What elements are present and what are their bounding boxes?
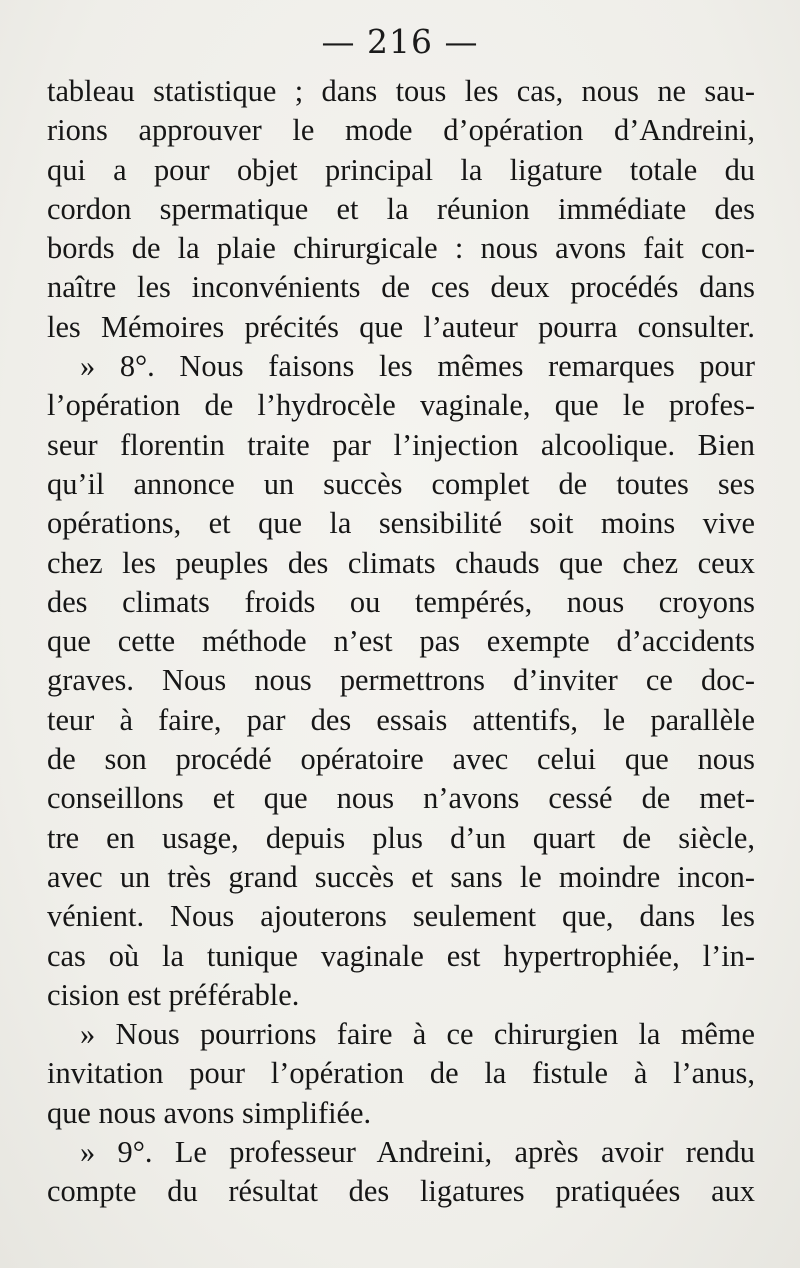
text-line: tableau statistique ; dans tous les cas, nous ne sau- bbox=[47, 74, 755, 108]
page-body-text bbox=[47, 72, 755, 1212]
text-line: que cette méthode n’est pas exempte d’accidents bbox=[47, 624, 755, 659]
text-line: vénient. Nous ajouterons seulement que, dans les bbox=[47, 899, 755, 934]
text-line: conseillons et que nous n’avons cessé de met- bbox=[47, 781, 755, 816]
paragraph-last-line: cision est préférable. bbox=[47, 977, 300, 1012]
paragraph-first-line: » Nous pourrions faire à ce chirurgien la même bbox=[80, 1017, 755, 1052]
page-number: — 216 — bbox=[321, 22, 479, 61]
paragraph-last-line: que nous avons simplifiée. bbox=[47, 1095, 372, 1130]
text-line: cordon spermatique et la réunion immédiate des bbox=[47, 191, 755, 226]
text-line: graves. Nous nous permettrons d’inviter ce doc- bbox=[47, 663, 755, 698]
text-line: teur à faire, par des essais attentifs, le parallèle bbox=[47, 702, 755, 737]
text-line: qui a pour objet principal la ligature totale du bbox=[47, 152, 755, 187]
text-line: cas où la tunique vaginale est hypertrophiée, l’in- bbox=[47, 938, 755, 973]
text-line: des climats froids ou tempérés, nous croyons bbox=[47, 584, 755, 619]
text-line: tre en usage, depuis plus d’un quart de siècle, bbox=[47, 820, 755, 855]
text-line: avec un très grand succès et sans le moindre incon- bbox=[47, 859, 755, 894]
text-line: opérations, et que la sensibilité soit moins vive bbox=[47, 506, 755, 541]
text-line: les Mémoires précités que l’auteur pourra consulter. bbox=[47, 309, 755, 344]
text-line: rions approuver le mode d’opération d’Andreini, bbox=[47, 113, 755, 148]
text-line: naître les inconvénients de ces deux procédés dans bbox=[47, 270, 755, 305]
text-line: bords de la plaie chirurgicale : nous avons fait con- bbox=[47, 231, 755, 266]
paragraph-first-line: » 8°. Nous faisons les mêmes remarques pour bbox=[80, 349, 755, 384]
text-line: de son procédé opératoire avec celui que nous bbox=[47, 742, 755, 777]
text-line: qu’il annonce un succès complet de toutes ses bbox=[47, 466, 755, 501]
text-line: compte du résultat des ligatures pratiquées aux bbox=[47, 1174, 755, 1209]
text-line: l’opération de l’hydrocèle vaginale, que le profes- bbox=[47, 388, 755, 423]
paragraph-first-line: » 9°. Le professeur Andreini, après avoir rendu bbox=[80, 1135, 755, 1170]
text-line: invitation pour l’opération de la fistule à l’anus, bbox=[47, 1056, 755, 1091]
text-line: seur florentin traite par l’injection alcoolique. Bien bbox=[47, 427, 755, 462]
text-line: chez les peuples des climats chauds que chez ceux bbox=[47, 545, 755, 580]
